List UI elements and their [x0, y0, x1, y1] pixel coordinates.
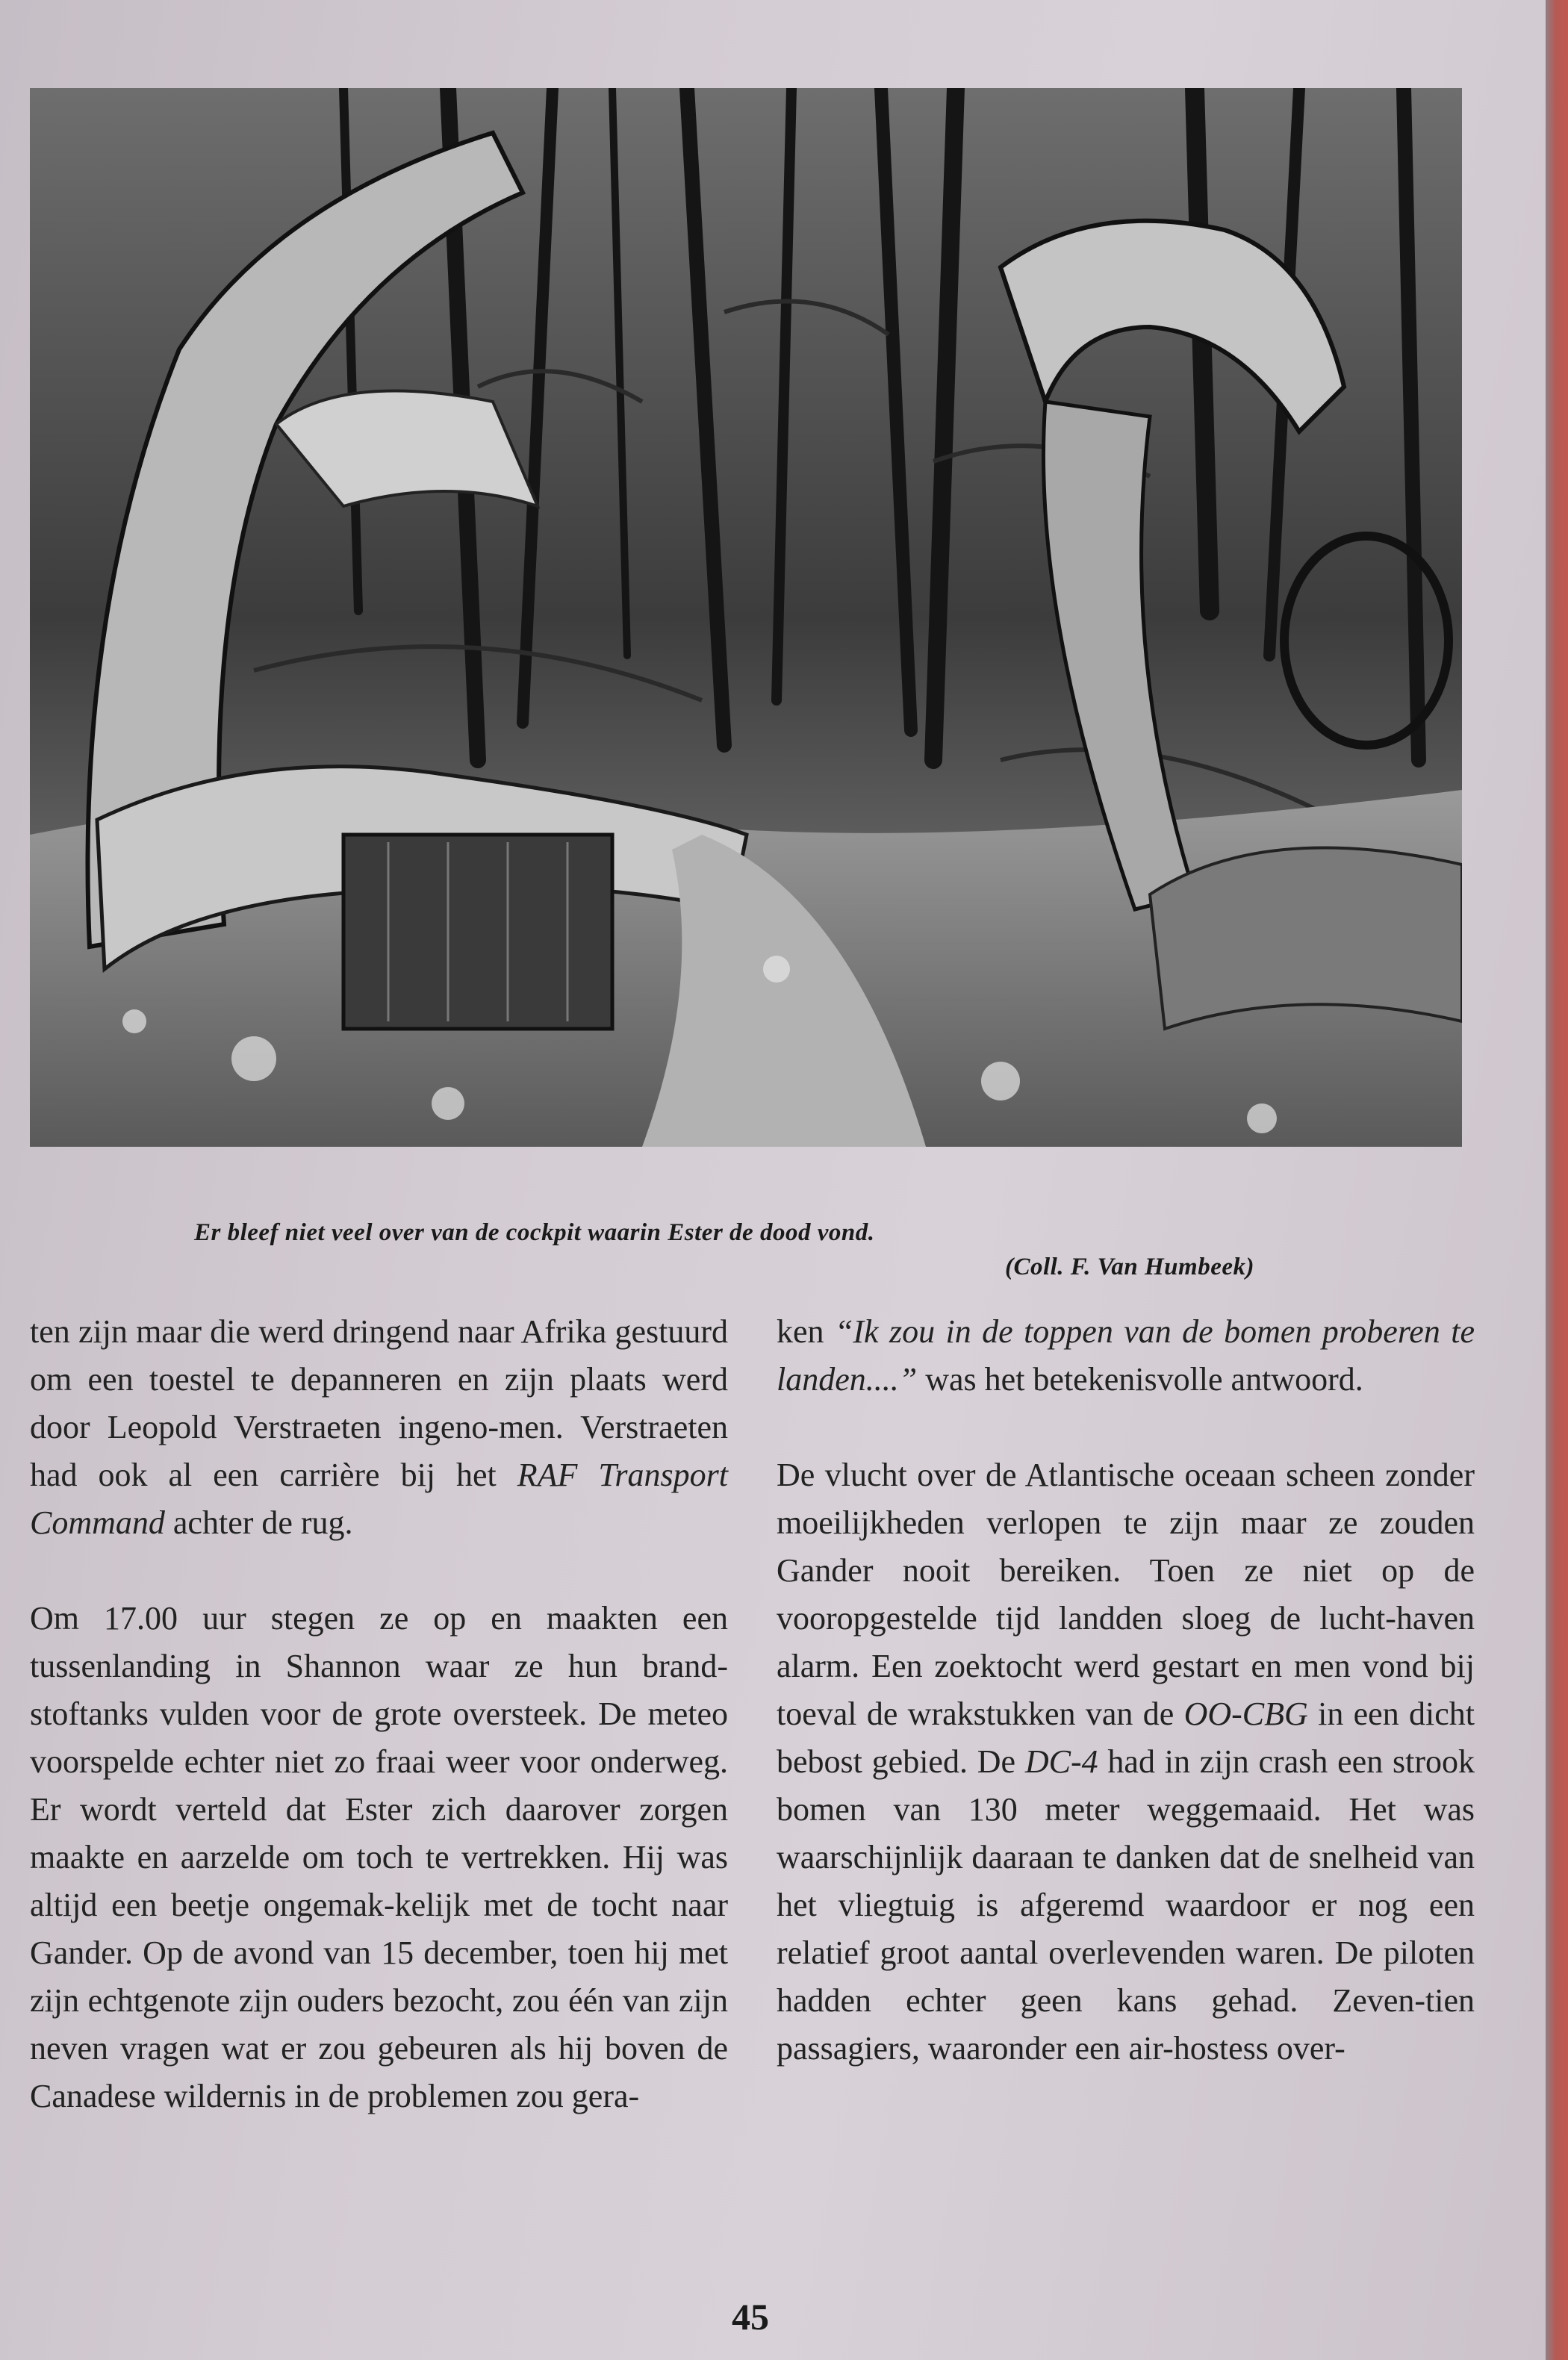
text-run: had in zijn crash een strook bomen van 130 meter weggemaaid. Het was waarschijnlijk daaraan te danken dat de snelheid van het vliegtuig is afgeremd waardoor er nog een relatief groot aantal overlevenden waren. De piloten hadden echter geen kans gehad. Zeven-tien passagiers, waaronder een air-hostess over-	[777, 1743, 1475, 2067]
wreckage-photo	[30, 88, 1462, 1147]
text-run: ten zijn maar die werd dringend naar Afrika gestuurd om een toestel te depanneren en zijn plaats werd door Leopold Verstraeten ingeno-men. Verstraeten had ook al een carrière bij het	[30, 1313, 728, 1493]
italic-run: DC-4	[1024, 1743, 1098, 1780]
right-column	[777, 1308, 1475, 2073]
italic-run: OO-CBG	[1183, 1696, 1308, 1732]
left-column	[30, 1308, 728, 2120]
italic-run: “Ik zou in de toppen van de bomen proberen te landen....”	[777, 1313, 1475, 1398]
text-run: De vlucht over de Atlantische oceaan scheen zonder moeilijkheden verlopen te zijn maar ze zouden Gander nooit bereiken. Toen ze niet op de vooropgestelde tijd landden sloeg de lucht-haven alarm. Een zoektocht werd gestart en men vond bij toeval de wrakstukken van de	[777, 1457, 1475, 1732]
italic-run: RAF Transport Command	[30, 1457, 728, 1541]
caption-credit: (Coll. F. Van Humbeek)	[1004, 1254, 1254, 1280]
text-run: ken	[777, 1313, 835, 1350]
left-paragraph-1	[30, 1308, 728, 1547]
right-paragraph-1	[777, 1308, 1475, 1404]
page-number: 45	[732, 2296, 769, 2338]
right-paragraph-2	[777, 1451, 1475, 2073]
left-paragraph-2: Om 17.00 uur stegen ze op en maakten een tussenlanding in Shannon waar ze hun brand-stoftanks vulden voor de grote oversteek. De meteo voorspelde echter niet zo fraai weer voor onderweg. Er wordt verteld dat Ester zich daarover zorgen maakte en aarzelde om toch te vertrekken. Hij was altijd een beetje ongemak-kelijk met de tocht naar Gander. Op de avond van 15 december, toen hij met zijn echtgenote zijn ouders bezocht, zou één van zijn neven vragen wat er zou gebeuren als hij boven de Canadese wildernis in de problemen zou gera-	[30, 1600, 728, 2114]
photo-caption	[194, 1215, 1254, 1284]
caption-text: Er bleef niet veel over van de cockpit waarin Ester de dood vond.	[194, 1219, 875, 1246]
book-cover-edge	[1546, 0, 1568, 2360]
text-run: was het betekenisvolle antwoord.	[917, 1361, 1363, 1398]
forest-crash-wreckage-photo	[30, 88, 1462, 1147]
text-run: in een dicht bebost gebied. De	[777, 1696, 1475, 1780]
text-run: achter de rug.	[164, 1504, 353, 1541]
